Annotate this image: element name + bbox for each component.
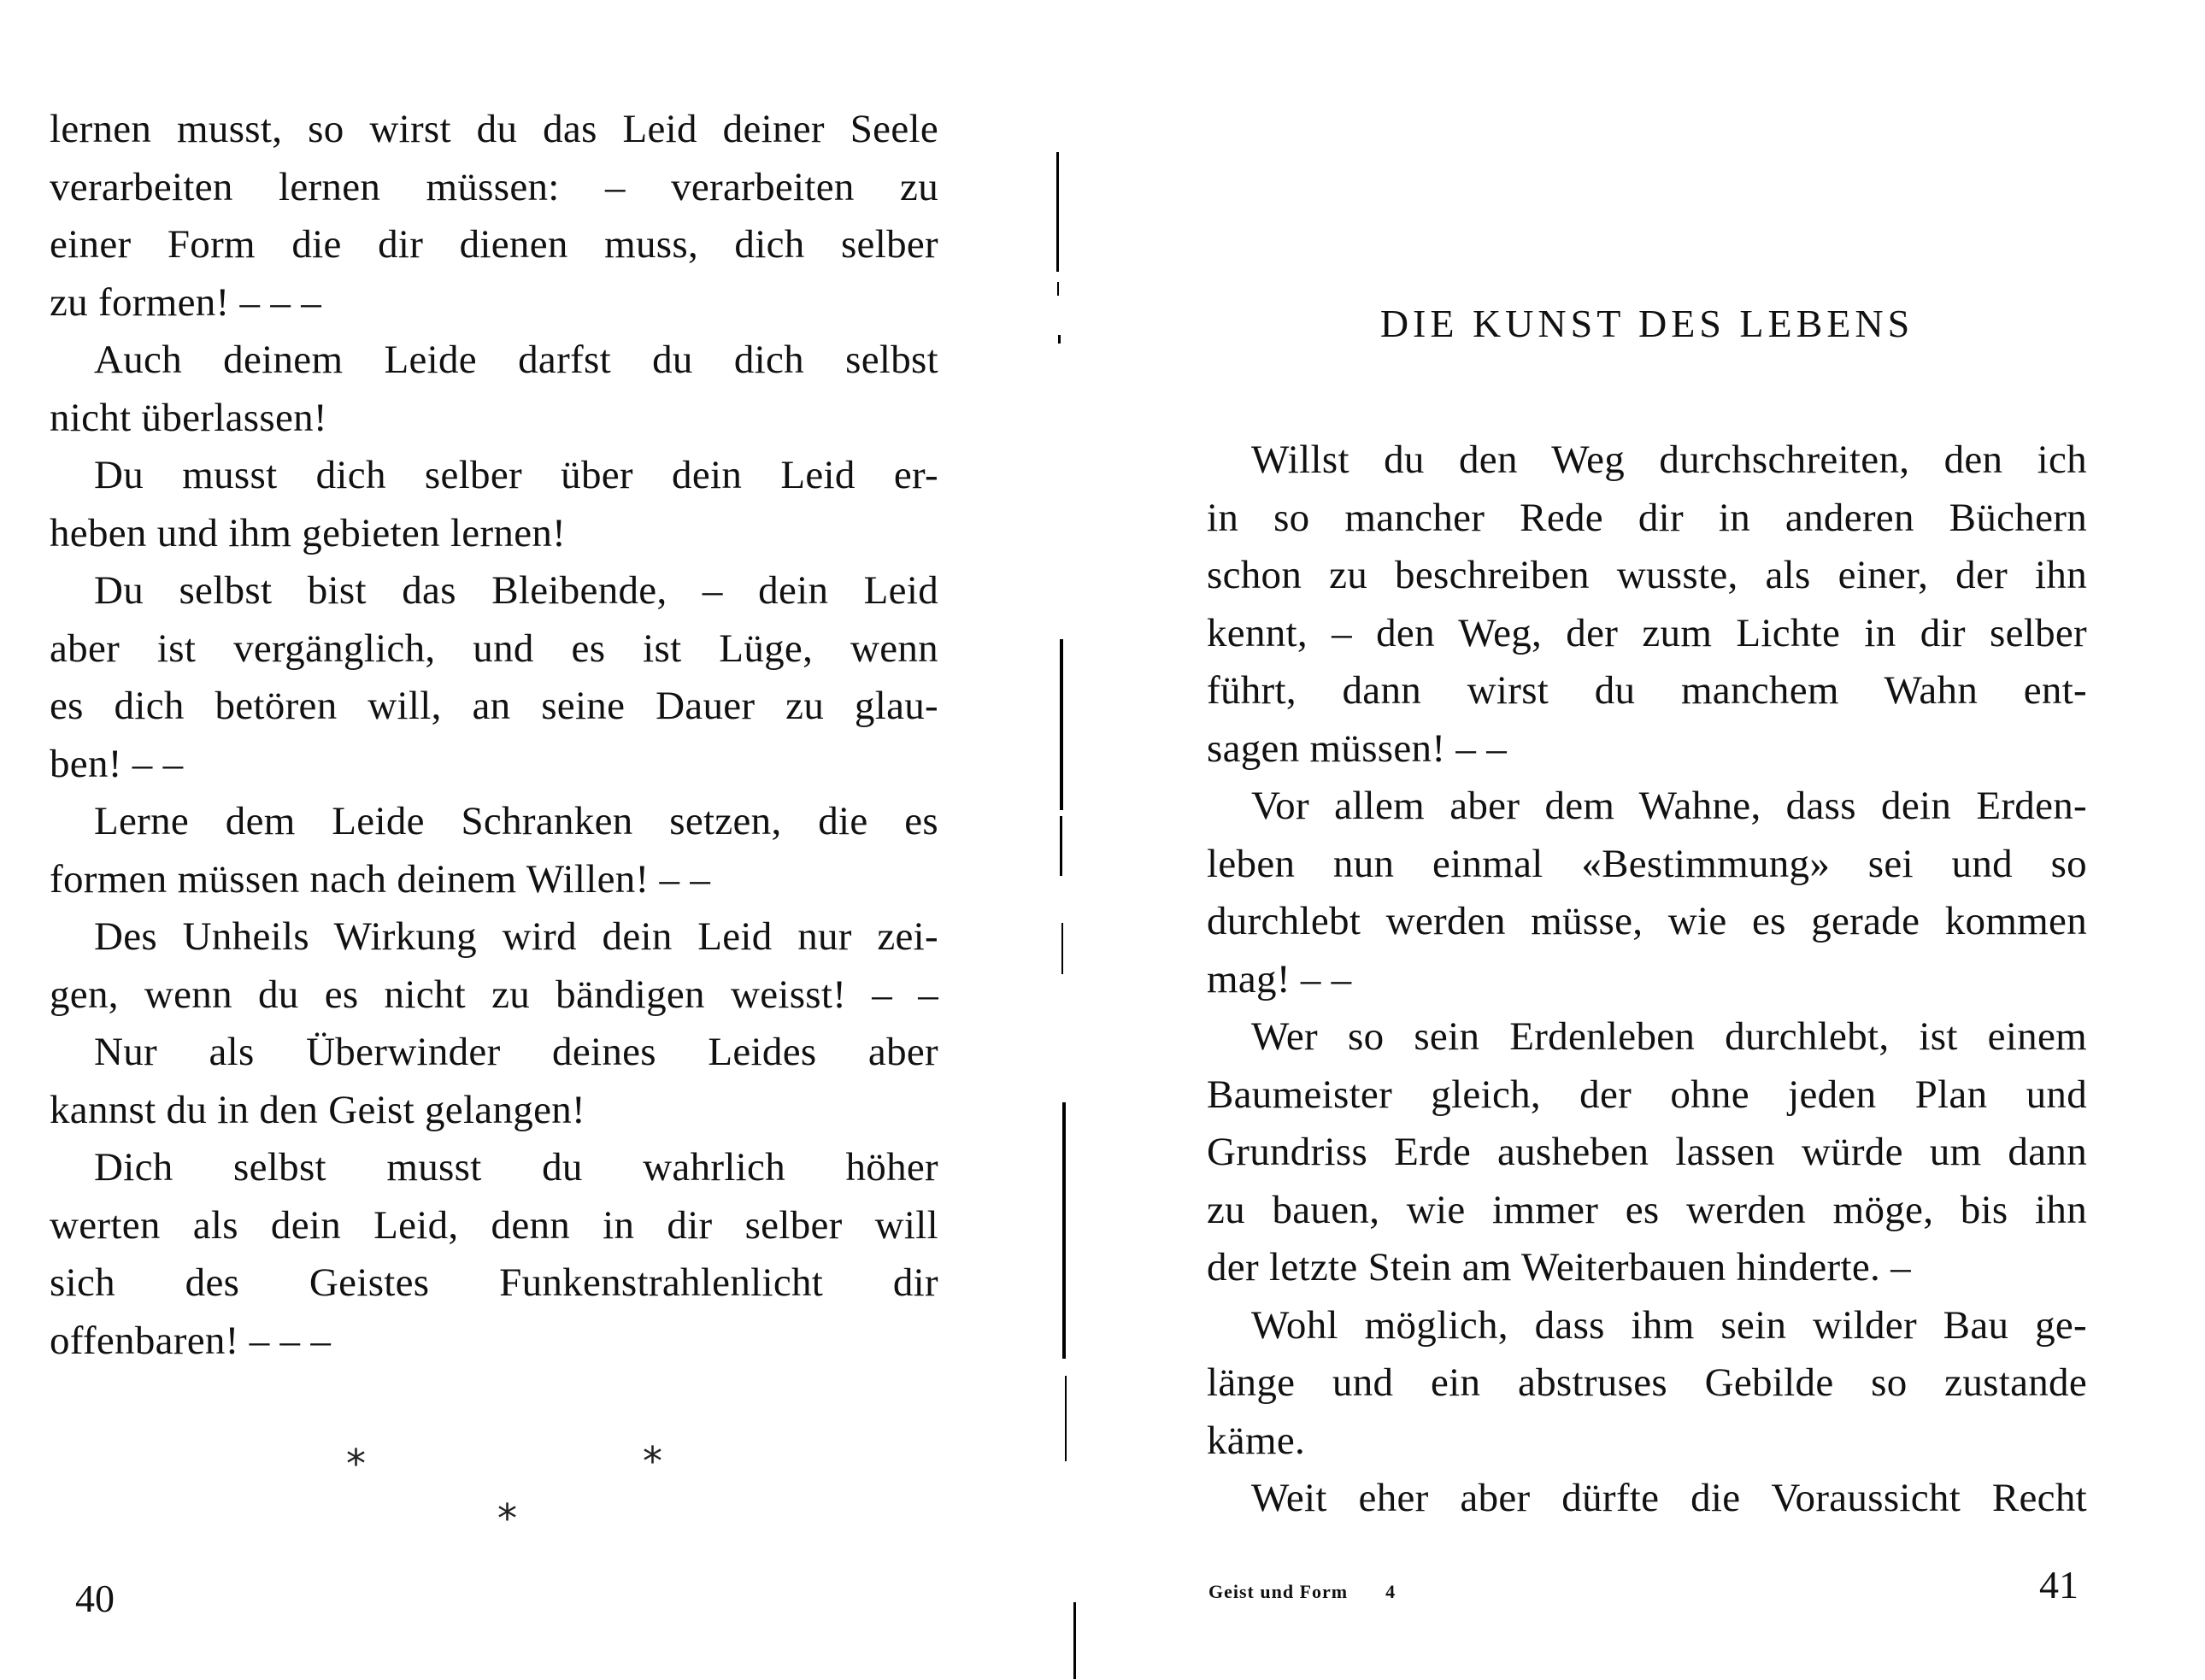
text-line: zu formen! – – – [50,279,322,325]
text-line: werten als dein Leid, denn in dir selber will [50,1202,938,1248]
text-line: Vor allem aber dem Wahne, dass dein Erden- [1251,784,2087,828]
signature-title: Geist und Form [1208,1581,1349,1602]
text-line: sich des Geistes Funkenstrahlenlicht dir [50,1260,938,1305]
text-line: heben und ihm gebieten lernen! [50,510,567,555]
text-line: der letzte Stein am Weiterbauen hinderte. – [1207,1245,1911,1289]
text-line: käme. [1207,1418,1306,1463]
chapter-title: DIE KUNST DES LEBENS [1379,302,1914,345]
text-line: Dich selbst musst du wahrlich höher [94,1145,938,1190]
gutter-line [1065,1376,1067,1461]
text-line: kannst du in den Geist gelangen! [50,1087,585,1132]
left-page [0,0,1026,1680]
text-line: mag! – – [1207,956,1352,1002]
text-line: es dich betören will, an seine Dauer zu glau- [50,684,938,728]
text-line: kennt, – den Weg, der zum Lichte in dir selber [1207,610,2087,655]
text-line: Baumeister gleich, der ohne jeden Plan und [1207,1072,2087,1117]
page-number-left: 40 [75,1577,115,1620]
text-line: in so mancher Rede dir in anderen Büchern [1207,495,2087,540]
text-line: schon zu beschreiben wusste, als einer, der ihn [1207,553,2087,597]
page-number-right: 41 [2039,1563,2079,1607]
text-line: nicht überlassen! [50,395,327,440]
signature-number: 4 [1385,1581,1396,1602]
text-line: einer Form die dir dienen muss, dich selber [50,222,938,267]
text-line: Grundriss Erde ausheben lassen würde um dann [1207,1130,2087,1174]
text-line: formen müssen nach deinem Willen! – – [50,856,711,902]
text-line: Du musst dich selber über dein Leid er- [94,453,938,497]
gutter-line [1060,816,1062,876]
right-page [1111,0,2205,1680]
text-line: sagen müssen! – – [1207,725,1508,771]
text-line: Wer so sein Erdenleben durchlebt, ist einem [1251,1014,2087,1059]
text-line: Nur als Überwinder deines Leides aber [94,1030,938,1074]
gutter-line [1056,152,1059,272]
text-line: zu bauen, wie immer es werden möge, bis ihn [1207,1187,2087,1232]
text-line: führt, dann wirst du manchem Wahn ent- [1207,668,2087,713]
left-page-text [50,101,938,1370]
separator-asterisk: * [346,1441,366,1487]
separator-asterisk: * [643,1438,662,1484]
text-line: Des Unheils Wirkung wird dein Leid nur zei- [94,914,938,959]
separator-asterisk: * [497,1495,517,1542]
text-line: lernen musst, so wirst du das Leid deiner Seele [50,107,938,151]
text-line: durchlebt werden müsse, wie es gerade kommen [1207,899,2087,943]
text-line: Wohl möglich, dass ihm sein wilder Bau ge- [1251,1302,2087,1348]
text-line: Du selbst bist das Bleibende, – dein Leid [94,568,938,613]
signature-mark [1208,1581,1396,1603]
gutter-line [1058,335,1061,344]
gutter-line [1060,639,1063,810]
text-line: leben nun einmal «Bestimmung» sei und so [1207,841,2087,886]
text-line: Weit eher aber dürfte die Voraussicht Recht [1251,1476,2087,1520]
text-line: Auch deinem Leide darfst du dich selbst [94,338,938,382]
text-line: verarbeiten lernen müssen: – verarbeiten zu [50,164,938,209]
gutter-line [1073,1602,1076,1679]
gutter-line [1062,1102,1066,1359]
gutter-line [1061,923,1063,974]
text-line: offenbaren! – – – [50,1318,332,1363]
right-page-text [1207,432,2087,1528]
text-line: aber ist vergänglich, und es ist Lüge, wenn [50,626,938,671]
text-line: länge und ein abstruses Gebilde so zustande [1207,1360,2087,1405]
text-line: Willst du den Weg durchschreiten, den ich [1251,438,2087,482]
gutter-line [1057,282,1059,296]
text-line: ben! – – [50,741,184,786]
text-line: Lerne dem Leide Schranken setzen, die es [94,799,938,843]
text-line: gen, wenn du es nicht zu bändigen weisst! – – [50,972,938,1017]
